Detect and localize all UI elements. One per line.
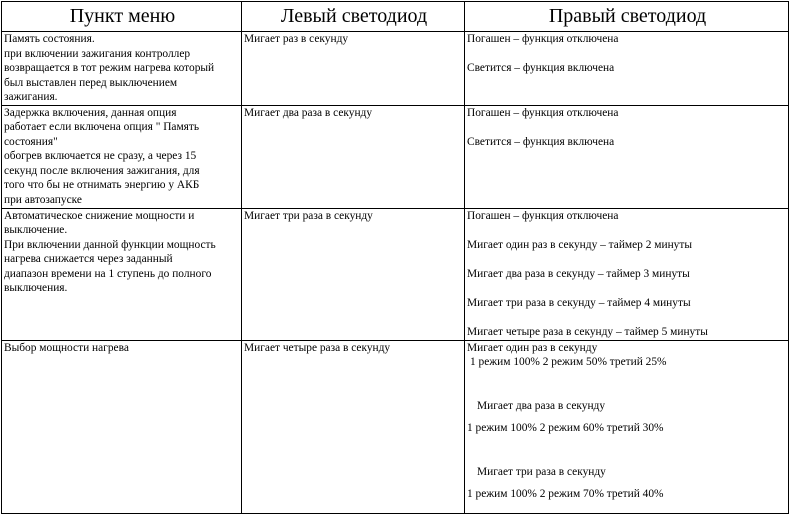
left-led-cell xyxy=(242,32,465,106)
left-led-text: Мигает четыре раза в секунду xyxy=(244,341,391,354)
left-led-cell xyxy=(242,208,465,340)
left-led-text: Мигает два раза в секунду xyxy=(244,106,373,119)
right-led-line: 1 режим 100% 2 режим 60% третий 30% xyxy=(467,422,664,434)
right-led-line: Погашен – функция отключена xyxy=(467,33,619,45)
menu-line: выключение. xyxy=(4,224,68,236)
menu-line: секунд после включения зажигания, для xyxy=(4,164,200,177)
menu-line: Автоматическое снижение мощности и xyxy=(4,209,195,222)
right-led-line: Мигает два раза в секунду – таймер 3 минуты xyxy=(467,267,690,280)
settings-table xyxy=(1,1,789,514)
menu-line: того что бы не отнимать энергию у АКБ xyxy=(4,179,200,191)
header-menu-item: Пункт меню xyxy=(2,2,242,32)
menu-line: Память состояния. xyxy=(4,33,95,45)
menu-line: обогрев включается не сразу, а через 15 xyxy=(4,150,197,162)
menu-line: диапазон времени на 1 ступень до полного xyxy=(4,267,212,280)
right-led-line: Мигает один раз в секунду xyxy=(467,341,598,354)
right-led-line: Светится – функция включена xyxy=(467,135,615,148)
menu-cell xyxy=(2,340,242,513)
menu-line: нагрева снижается через заданный xyxy=(4,253,173,265)
menu-line: при включении зажигания контроллер xyxy=(4,47,191,60)
right-led-line: Мигает четыре раза в секунду – таймер 5 минуты xyxy=(467,325,708,338)
header-right-led: Правый светодиод xyxy=(465,2,789,32)
menu-line: зажигания. xyxy=(4,91,58,103)
right-led-line: Погашен – функция отключена xyxy=(467,209,619,222)
menu-line: Задержка включения, данная опция xyxy=(4,106,177,119)
menu-cell xyxy=(2,208,242,340)
right-led-line: Мигает два раза в секунду xyxy=(477,399,606,412)
right-led-line: 1 режим 100% 2 режим 70% третий 40% xyxy=(467,488,664,500)
menu-cell xyxy=(2,32,242,106)
menu-line: при автозапуске xyxy=(4,193,82,206)
right-led-cell xyxy=(465,208,789,340)
right-led-cell xyxy=(465,340,789,513)
menu-cell xyxy=(2,105,242,208)
table-row xyxy=(2,340,789,513)
table-row xyxy=(2,32,789,106)
right-led-line: Мигает три раза в секунду xyxy=(477,465,606,478)
left-led-cell xyxy=(242,105,465,208)
right-led-cell xyxy=(465,105,789,208)
left-led-cell xyxy=(242,340,465,513)
table-row xyxy=(2,208,789,340)
header-row xyxy=(2,2,789,32)
left-led-text: Мигает три раза в секунду xyxy=(244,209,373,222)
menu-line: Выбор мощности нагрева xyxy=(4,341,129,354)
menu-line: При включении данной функции мощность xyxy=(4,238,216,251)
left-led-text: Мигает раз в секунду xyxy=(244,33,349,45)
right-led-cell xyxy=(465,32,789,106)
menu-line: выключения. xyxy=(4,282,68,294)
right-led-line: Мигает три раза в секунду – таймер 4 минуты xyxy=(467,296,691,309)
menu-line: состояния" xyxy=(4,135,58,148)
right-led-line: 1 режим 100% 2 режим 50% третий 25% xyxy=(470,356,667,368)
menu-line: возвращается в тот режим нагрева который xyxy=(4,62,215,74)
right-led-line: Мигает один раз в секунду – таймер 2 минуты xyxy=(467,238,692,251)
right-led-line: Погашен – функция отключена xyxy=(467,106,619,119)
menu-line: был выставлен перед выключением xyxy=(4,76,178,89)
right-led-line: Светится – функция включена xyxy=(467,62,615,74)
table-row xyxy=(2,105,789,208)
header-left-led: Левый светодиод xyxy=(242,2,465,32)
menu-line: работает если включена опция " Память xyxy=(4,121,200,133)
